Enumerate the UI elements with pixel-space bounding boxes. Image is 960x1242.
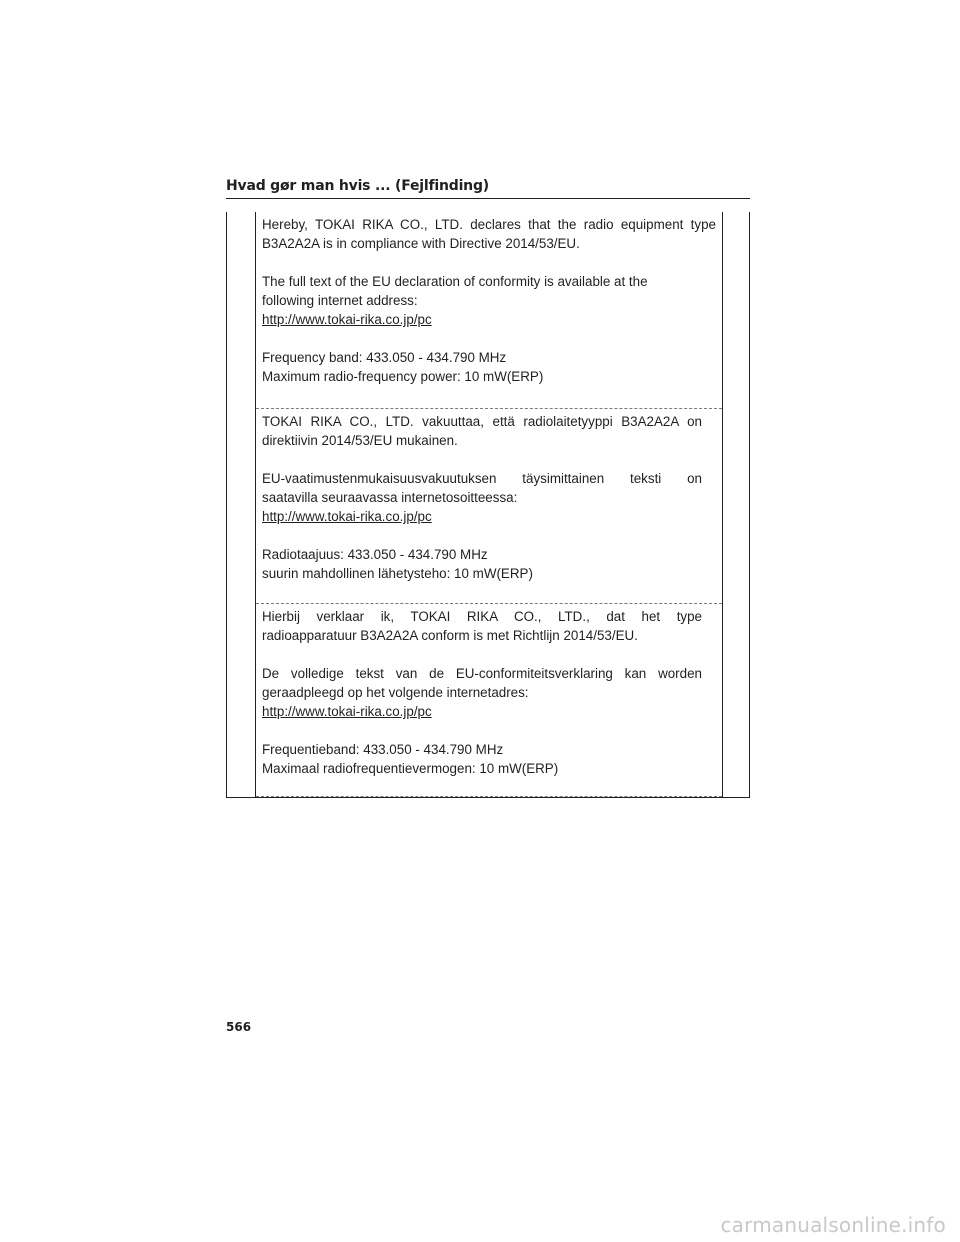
declaration-link[interactable]: http://www.tokai-rika.co.jp/pc: [262, 312, 432, 327]
declaration-text-line: Hierbij verklaar ik, TOKAI RIKA CO., LTD., dat het type: [262, 609, 702, 624]
declaration-text-line: following internet address:: [262, 293, 418, 308]
frequency-band-text: Frequency band: 433.050 - 434.790 MHz: [262, 350, 507, 365]
declaration-text-line: geraadpleegd op het volgende internetadres:: [262, 685, 529, 700]
declaration-block-finnish: [256, 409, 722, 604]
declaration-frame: [226, 212, 750, 798]
frequency-band-text: Radiotaajuus: 433.050 - 434.790 MHz: [262, 547, 488, 562]
declaration-text-line: EU-vaatimustenmukaisuusvakuutuksen täysimittainen teksti on: [262, 471, 702, 486]
declaration-text-line: TOKAI RIKA CO., LTD. vakuuttaa, että radiolaitetyyppi B3A2A2A on: [262, 414, 702, 429]
declaration-text-line: saatavilla seuraavassa internetosoitteessa:: [262, 490, 518, 505]
declaration-text-line: B3A2A2A is in compliance with Directive 2014/53/EU.: [262, 236, 580, 251]
declaration-block-english: [256, 212, 722, 409]
declaration-text-line: direktiivin 2014/53/EU mukainen.: [262, 433, 458, 448]
declaration-text-line: Hereby, TOKAI RIKA CO., LTD. declares that the radio equipment type: [262, 217, 716, 232]
frequency-band-text: Frequentieband: 433.050 - 434.790 MHz: [262, 742, 504, 757]
declaration-content: [255, 212, 723, 797]
declaration-text-line: radioapparatuur B3A2A2A conform is met Richtlijn 2014/53/EU.: [262, 628, 638, 643]
declaration-link[interactable]: http://www.tokai-rika.co.jp/pc: [262, 704, 432, 719]
watermark-text: carmanualsonline.info: [720, 1213, 946, 1237]
section-title: Hvad gør man hvis ... (Fejlfinding): [226, 178, 489, 194]
max-power-text: suurin mahdollinen lähetysteho: 10 mW(ERP): [262, 566, 533, 581]
page-number: 566: [226, 1020, 252, 1034]
declaration-text-line: De volledige tekst van de EU-conformiteitsverklaring kan worden: [262, 666, 702, 681]
max-power-text: Maximaal radiofrequentievermogen: 10 mW(ERP): [262, 761, 559, 776]
page-header: [226, 176, 750, 199]
declaration-text-line: The full text of the EU declaration of conformity is available at the: [262, 274, 648, 289]
declaration-link[interactable]: http://www.tokai-rika.co.jp/pc: [262, 509, 432, 524]
declaration-block-dutch: [256, 604, 722, 797]
max-power-text: Maximum radio-frequency power: 10 mW(ERP): [262, 369, 544, 384]
